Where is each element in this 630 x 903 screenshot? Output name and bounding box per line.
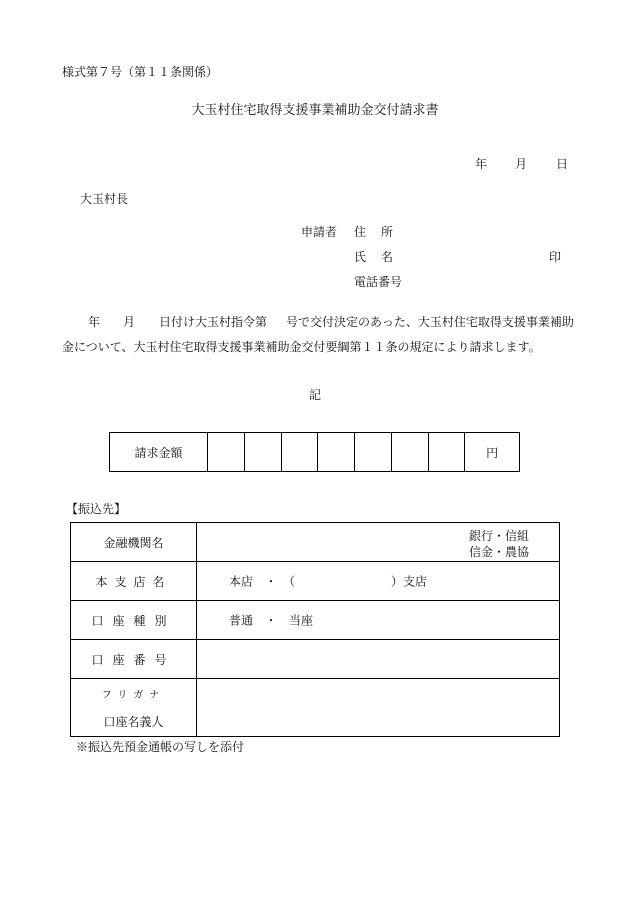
amount-digit-cell[interactable] (208, 433, 245, 471)
document-title: 大玉村住宅取得支援事業補助金交付請求書 (191, 103, 439, 118)
branch-label: 本支店名 (71, 562, 197, 600)
account-number-label: 口座番号 (71, 640, 197, 678)
furigana-label: フリガナ (101, 689, 166, 701)
branch-options: 本店 ・ （ ）支店 (229, 574, 428, 589)
account-number-value[interactable] (197, 640, 559, 678)
body-line-2: 金について、大玉村住宅取得支援事業補助金交付要綱第１１条の規定により請求します。 (62, 340, 541, 354)
body-year: 年 (88, 315, 101, 329)
body-decision: 号で交付決定のあった、大玉村住宅取得支援事業補助 (286, 315, 574, 329)
account-type-label: 口座種別 (71, 601, 197, 639)
date-year-label: 年 (475, 157, 488, 171)
applicant-label: 申請者 (301, 225, 338, 239)
institution-type-line: 信金・農協 (468, 545, 529, 559)
branch-value[interactable] (197, 562, 559, 600)
seal-mark: 印 (549, 250, 562, 264)
account-number-row (71, 640, 559, 679)
institution-type-line: 銀行・信組 (468, 529, 529, 543)
attachment-note: ※振込先預金通帳の写しを添付 (76, 740, 245, 754)
amount-table (109, 432, 520, 472)
amount-digit-cell[interactable] (245, 433, 282, 471)
ki-label: 記 (308, 388, 321, 402)
date-day-label: 日 (556, 157, 569, 171)
body-month: 月 (123, 315, 136, 329)
branch-row (71, 562, 559, 601)
date-month-label: 月 (515, 157, 528, 171)
amount-unit: 円 (486, 445, 499, 460)
institution-value[interactable] (197, 523, 559, 561)
account-holder-label: 口座名義人 (103, 714, 164, 729)
institution-row (71, 523, 559, 562)
address-label: 住所 (354, 225, 409, 239)
body-line-1 (62, 310, 582, 335)
name-label: 氏名 (354, 250, 409, 264)
phone-label: 電話番号 (354, 275, 403, 289)
account-type-row (71, 601, 559, 640)
account-holder-row (71, 679, 559, 736)
form-number: 様式第７号（第１１条関係） (62, 65, 219, 79)
account-type-options: 普通 ・ 当座 (229, 613, 314, 628)
amount-label: 請求金額 (110, 433, 208, 471)
institution-label: 金融機関名 (71, 523, 197, 561)
institution-types (469, 528, 529, 560)
amount-digit-cell[interactable] (429, 433, 466, 471)
body-directive: 日付け大玉村指令第 (159, 315, 268, 329)
account-holder-label-cell (71, 679, 197, 736)
amount-digit-cell[interactable] (355, 433, 392, 471)
addressee: 大玉村長 (80, 192, 129, 206)
amount-digit-cell[interactable] (318, 433, 355, 471)
amount-digit-cell[interactable] (282, 433, 319, 471)
amount-digit-cell[interactable] (392, 433, 429, 471)
transfer-header: 【振込先】 (66, 502, 127, 516)
request-body (62, 310, 582, 360)
account-holder-value[interactable] (197, 679, 559, 736)
bank-table (70, 522, 560, 737)
account-type-value[interactable] (197, 601, 559, 639)
